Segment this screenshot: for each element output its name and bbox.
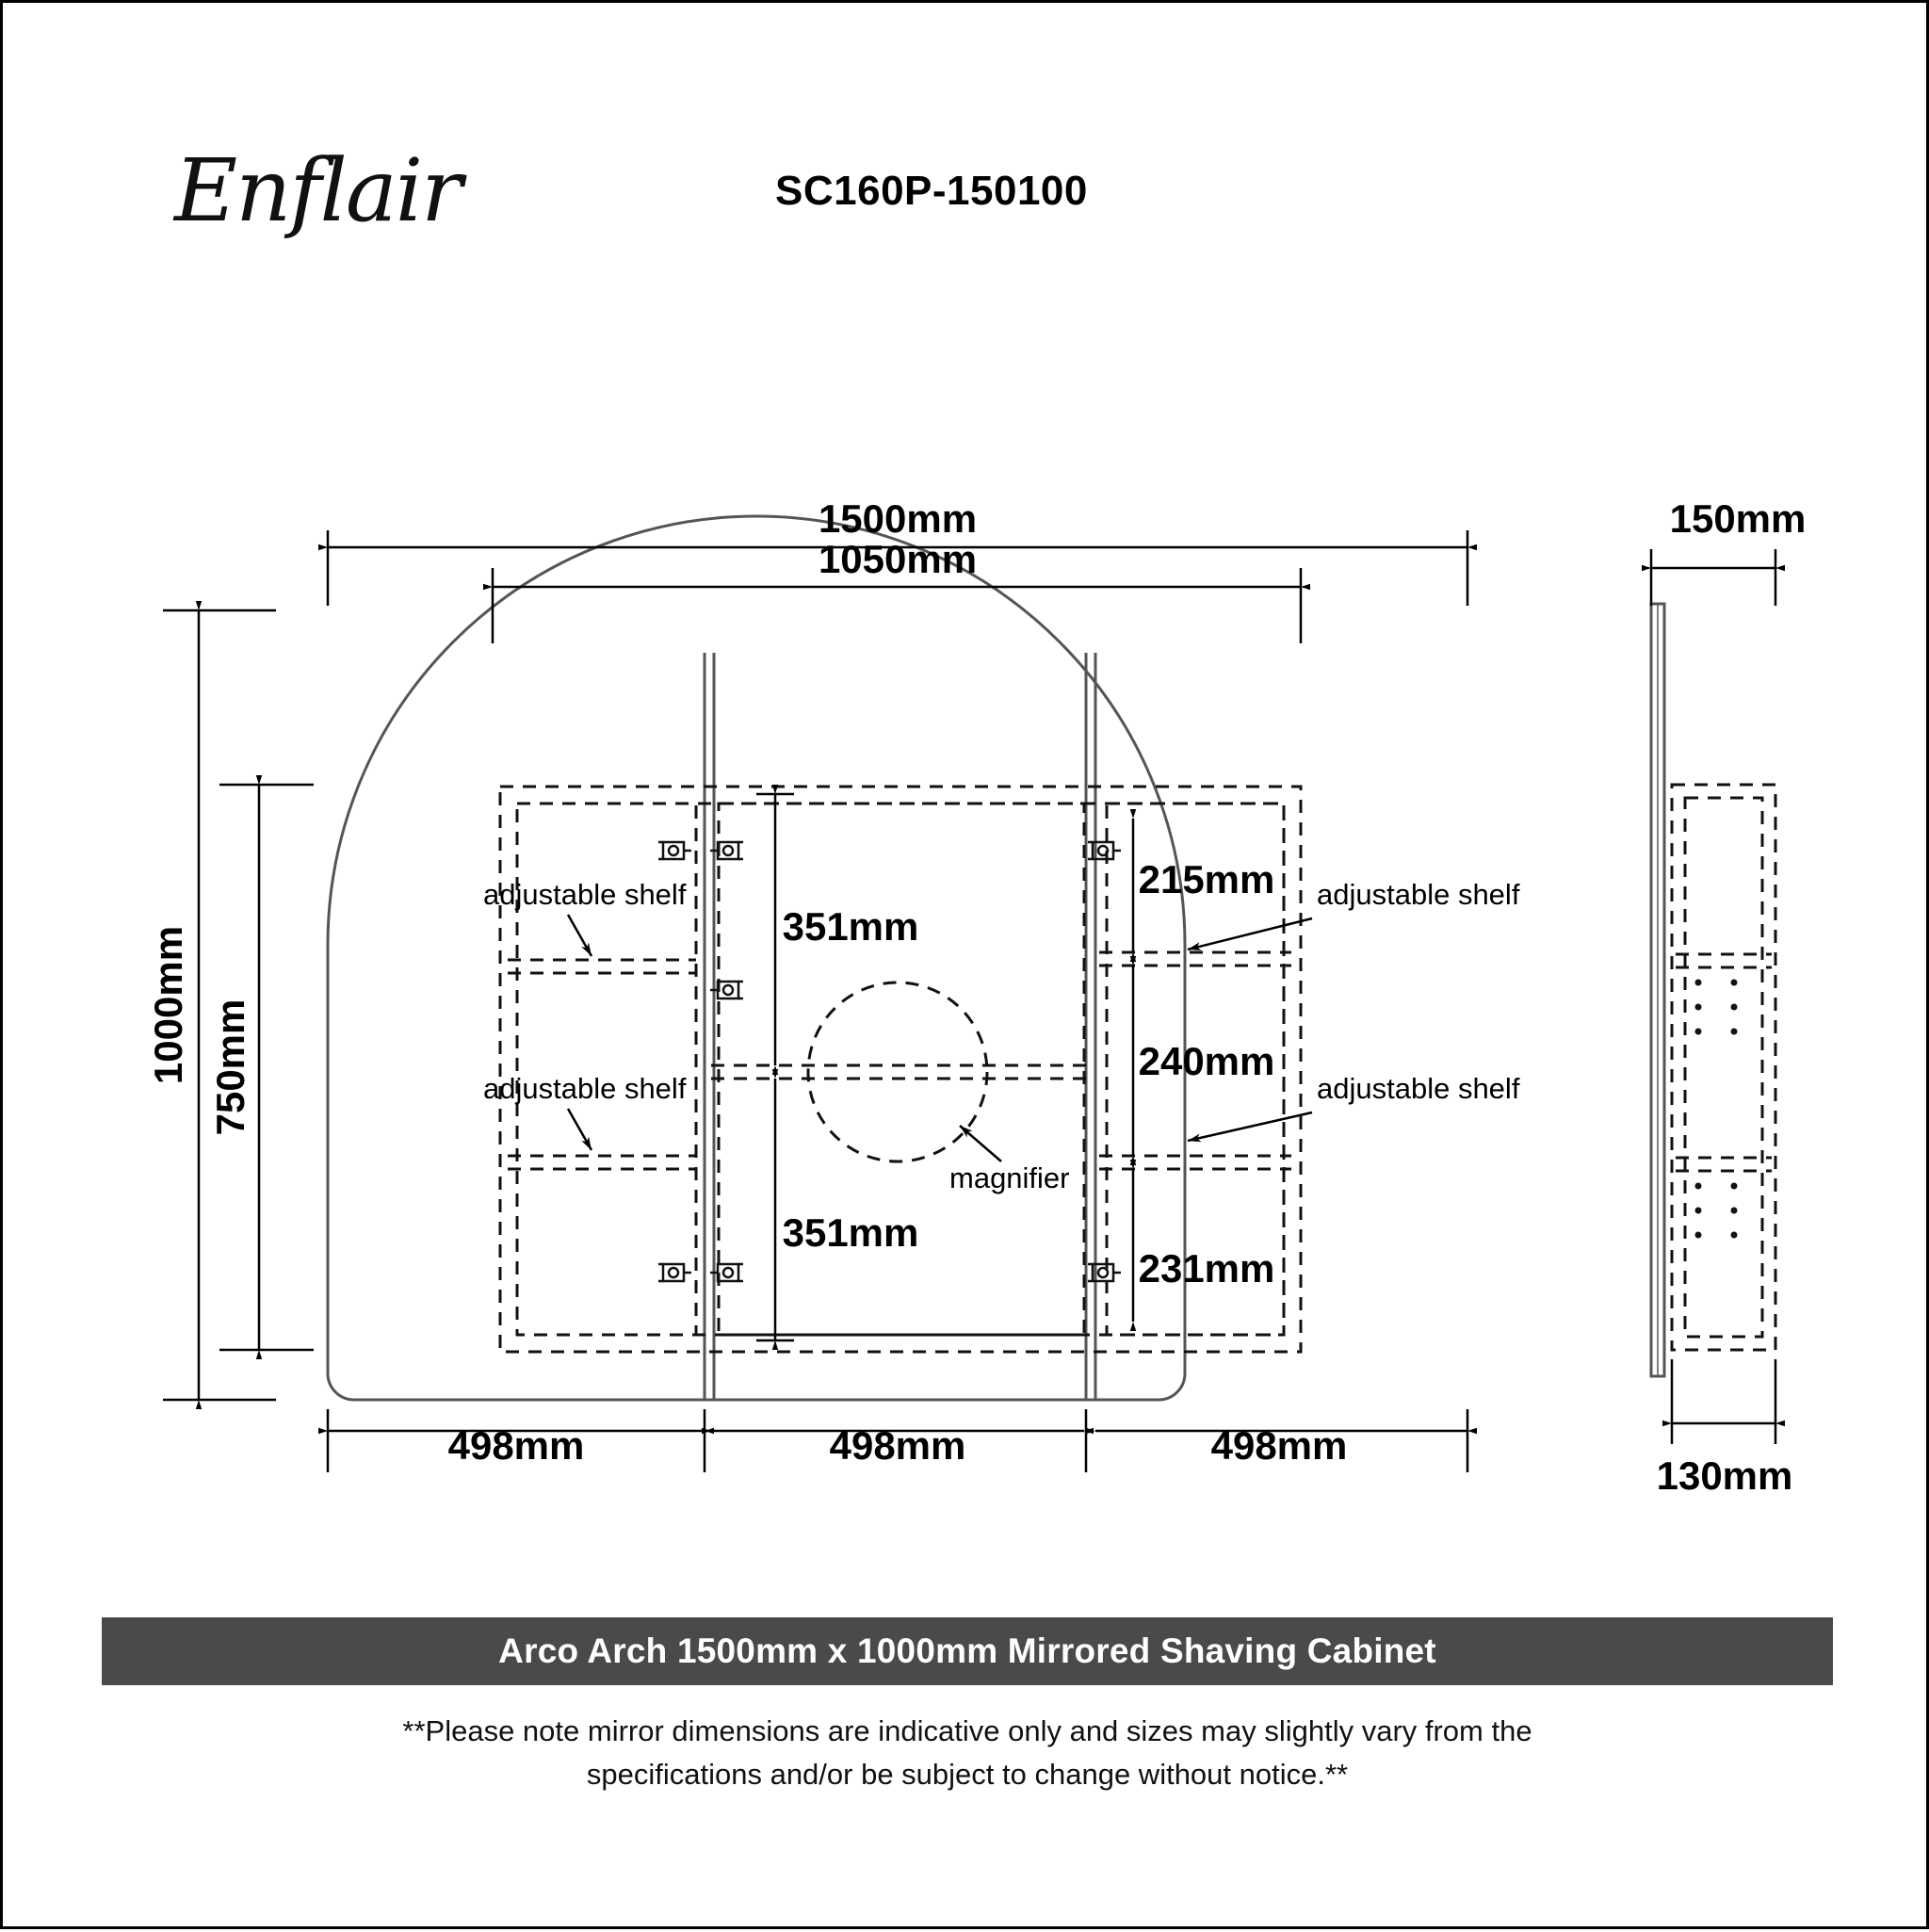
label-door-width-1: 498mm (447, 1423, 585, 1468)
side-view (1651, 604, 1775, 1376)
label-overall-width: 1500mm (818, 496, 978, 541)
dimension-side-body-depth (1672, 1359, 1775, 1444)
label-magnifier: magnifier (949, 1161, 1070, 1194)
dimension-side-total-depth (1651, 549, 1775, 606)
label-door-width-3: 498mm (1210, 1423, 1348, 1468)
label-overall-height: 1000mm (146, 925, 190, 1085)
model-code: SC160P-150100 (775, 168, 1088, 214)
title-bar (102, 1617, 1833, 1685)
disclaimer-note (289, 1710, 1645, 1796)
title-bar-text: Arco Arch 1500mm x 1000mm Mirrored Shaving Cabinet (498, 1632, 1436, 1670)
label-adjustable-shelf-left-lower: adjustable shelf (483, 1072, 687, 1105)
label-adjustable-shelf-right-upper: adjustable shelf (1317, 878, 1520, 911)
label-inner-width: 1050mm (818, 537, 978, 581)
label-side-body-depth: 130mm (1656, 1453, 1793, 1498)
disclaimer-line-2: specifications and/or be subject to change without notice.** (586, 1758, 1349, 1791)
label-right-bottom: 231mm (1138, 1246, 1275, 1291)
label-center-upper: 351mm (782, 904, 919, 949)
label-center-lower: 351mm (782, 1210, 919, 1255)
front-view-outline (328, 516, 1185, 1400)
brand-logo: Enflair (174, 140, 462, 241)
disclaimer-line-1: **Please note mirror dimensions are indicative only and sizes may slightly vary from the (402, 1714, 1532, 1747)
label-adjustable-shelf-left-upper: adjustable shelf (483, 878, 687, 911)
label-body-height: 750mm (208, 998, 252, 1136)
label-side-total-depth: 150mm (1669, 496, 1807, 541)
label-adjustable-shelf-right-lower: adjustable shelf (1317, 1072, 1520, 1105)
label-right-middle: 240mm (1138, 1039, 1275, 1083)
label-right-top: 215mm (1138, 857, 1275, 901)
dimension-center-lower (756, 1079, 794, 1340)
label-door-width-2: 498mm (829, 1423, 966, 1468)
magnifier-circle (808, 982, 987, 1161)
